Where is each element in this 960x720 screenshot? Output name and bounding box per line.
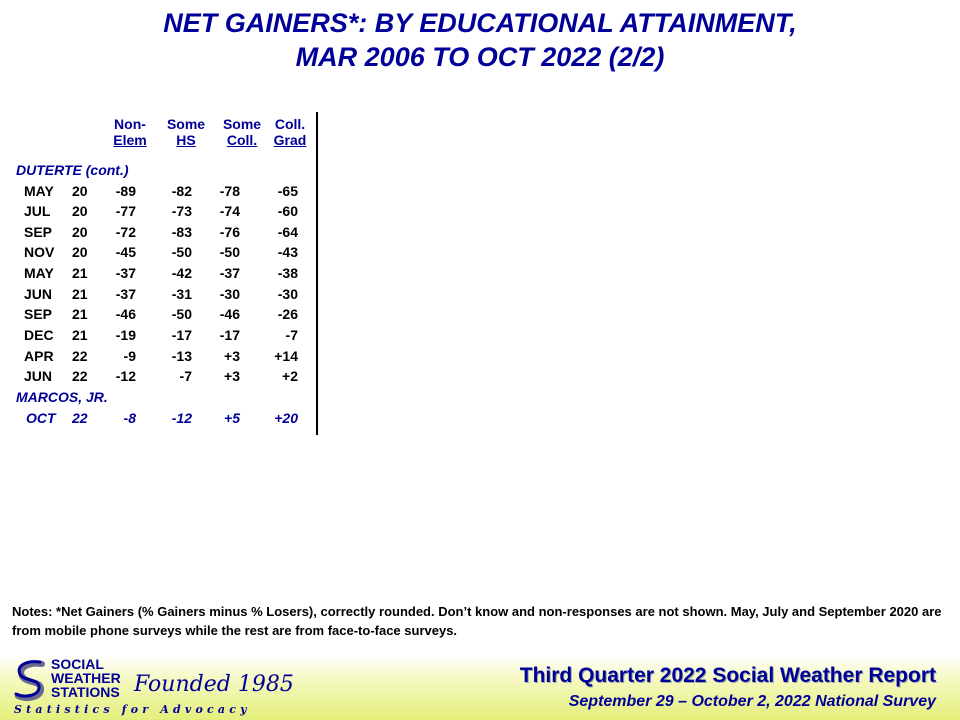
row-month: JUN bbox=[24, 368, 53, 384]
column-header-bottom: Grad bbox=[273, 132, 307, 148]
value-some-coll: +3 bbox=[224, 368, 240, 384]
report-title: Third Quarter 2022 Social Weather Report bbox=[519, 664, 936, 687]
value-some-coll: -74 bbox=[219, 203, 240, 219]
column-header-non-elem bbox=[104, 116, 156, 148]
value-coll-grad: -7 bbox=[285, 327, 298, 343]
value-coll-grad: +2 bbox=[282, 368, 298, 384]
title-line-1: NET GAINERS*: BY EDUCATIONAL ATTAINMENT, bbox=[163, 8, 797, 38]
value-some-hs: -13 bbox=[171, 348, 192, 364]
row-year: 21 bbox=[72, 265, 88, 281]
column-header-bottom: HS bbox=[176, 132, 196, 148]
row-year: 20 bbox=[72, 183, 88, 199]
value-coll-grad: -64 bbox=[277, 224, 298, 240]
value-some-hs: -73 bbox=[171, 203, 192, 219]
value-coll-grad: -26 bbox=[277, 306, 298, 322]
row-year: 21 bbox=[72, 327, 88, 343]
value-non-elem: -77 bbox=[115, 203, 136, 219]
row-year: 21 bbox=[72, 286, 88, 302]
notes-text: Notes: *Net Gainers (% Gainers minus % Losers), correctly rounded. Don’t know and non-responses are not shown. May, July and September 2020 are from mobile phone surveys while the rest are from face-to-face surveys. bbox=[12, 604, 942, 638]
report-subtitle: September 29 – October 2, 2022 National Survey bbox=[568, 693, 936, 710]
value-some-hs: -7 bbox=[179, 368, 192, 384]
value-some-hs: -31 bbox=[171, 286, 192, 302]
value-some-coll: -50 bbox=[219, 244, 240, 260]
value-non-elem: -8 bbox=[123, 410, 136, 426]
value-some-coll: -17 bbox=[219, 327, 240, 343]
row-month: NOV bbox=[24, 244, 55, 260]
value-non-elem: -72 bbox=[115, 224, 136, 240]
table-divider-line bbox=[316, 112, 318, 435]
value-some-coll: -37 bbox=[219, 265, 240, 281]
row-month: APR bbox=[24, 348, 54, 364]
value-some-coll: -78 bbox=[219, 183, 240, 199]
column-header-top: Some bbox=[166, 116, 206, 132]
value-some-hs: -12 bbox=[171, 410, 192, 426]
column-header-top: Coll. bbox=[274, 116, 306, 132]
value-some-coll: +5 bbox=[224, 410, 240, 426]
column-header-top: Some bbox=[222, 116, 262, 132]
value-some-coll: +3 bbox=[224, 348, 240, 364]
row-month: OCT bbox=[26, 410, 56, 426]
row-year: 20 bbox=[72, 203, 88, 219]
value-non-elem: -45 bbox=[115, 244, 136, 260]
column-header-bottom: Coll. bbox=[226, 132, 258, 148]
value-coll-grad: +14 bbox=[274, 348, 298, 364]
value-coll-grad: -60 bbox=[277, 203, 298, 219]
row-month: SEP bbox=[24, 224, 53, 240]
section-label-duterte: DUTERTE (cont.) bbox=[16, 162, 129, 178]
value-some-coll: -46 bbox=[219, 306, 240, 322]
column-header-coll-grad bbox=[264, 116, 316, 148]
logo-line-1: SOCIAL bbox=[51, 656, 104, 672]
value-non-elem: -19 bbox=[115, 327, 136, 343]
row-year: 20 bbox=[72, 224, 88, 240]
value-some-hs: -42 bbox=[171, 265, 192, 281]
row-month: JUL bbox=[24, 203, 51, 219]
value-non-elem: -46 bbox=[115, 306, 136, 322]
value-non-elem: -37 bbox=[115, 265, 136, 281]
tagline-text: Statistics for Advocacy bbox=[14, 703, 251, 716]
column-header-bottom: Elem bbox=[113, 132, 147, 148]
row-year: 21 bbox=[72, 306, 88, 322]
row-year: 22 bbox=[72, 410, 88, 426]
logo-line-3: STATIONS bbox=[51, 684, 120, 700]
column-header-some-coll bbox=[216, 116, 268, 148]
value-some-hs: -17 bbox=[171, 327, 192, 343]
value-coll-grad: -30 bbox=[277, 286, 298, 302]
row-month: JUN bbox=[24, 286, 53, 302]
value-some-coll: -30 bbox=[219, 286, 240, 302]
value-non-elem: -89 bbox=[115, 183, 136, 199]
row-month: MAY bbox=[24, 265, 54, 281]
column-header-top: Non- bbox=[114, 116, 146, 132]
value-coll-grad: -65 bbox=[277, 183, 298, 199]
value-some-hs: -83 bbox=[171, 224, 192, 240]
row-month: SEP bbox=[24, 306, 53, 322]
value-non-elem: -9 bbox=[123, 348, 136, 364]
value-some-hs: -82 bbox=[171, 183, 192, 199]
row-year: 22 bbox=[72, 368, 88, 384]
title-line-2: MAR 2006 TO OCT 2022 (2/2) bbox=[295, 42, 665, 72]
value-coll-grad: +20 bbox=[274, 410, 298, 426]
value-non-elem: -12 bbox=[115, 368, 136, 384]
section-label-marcos: MARCOS, JR. bbox=[16, 389, 108, 405]
sws-logo-icon bbox=[14, 660, 48, 704]
row-month: MAY bbox=[24, 183, 54, 199]
row-month: DEC bbox=[24, 327, 54, 343]
logo-line-2: WEATHER bbox=[51, 670, 121, 686]
value-some-hs: -50 bbox=[171, 306, 192, 322]
value-some-coll: -76 bbox=[219, 224, 240, 240]
value-some-hs: -50 bbox=[171, 244, 192, 260]
value-non-elem: -37 bbox=[115, 286, 136, 302]
value-coll-grad: -38 bbox=[277, 265, 298, 281]
row-year: 22 bbox=[72, 348, 88, 364]
row-year: 20 bbox=[72, 244, 88, 260]
column-header-some-hs bbox=[160, 116, 212, 148]
logo-text bbox=[51, 657, 121, 699]
founded-text: Founded 1985 bbox=[134, 672, 294, 697]
value-coll-grad: -43 bbox=[277, 244, 298, 260]
